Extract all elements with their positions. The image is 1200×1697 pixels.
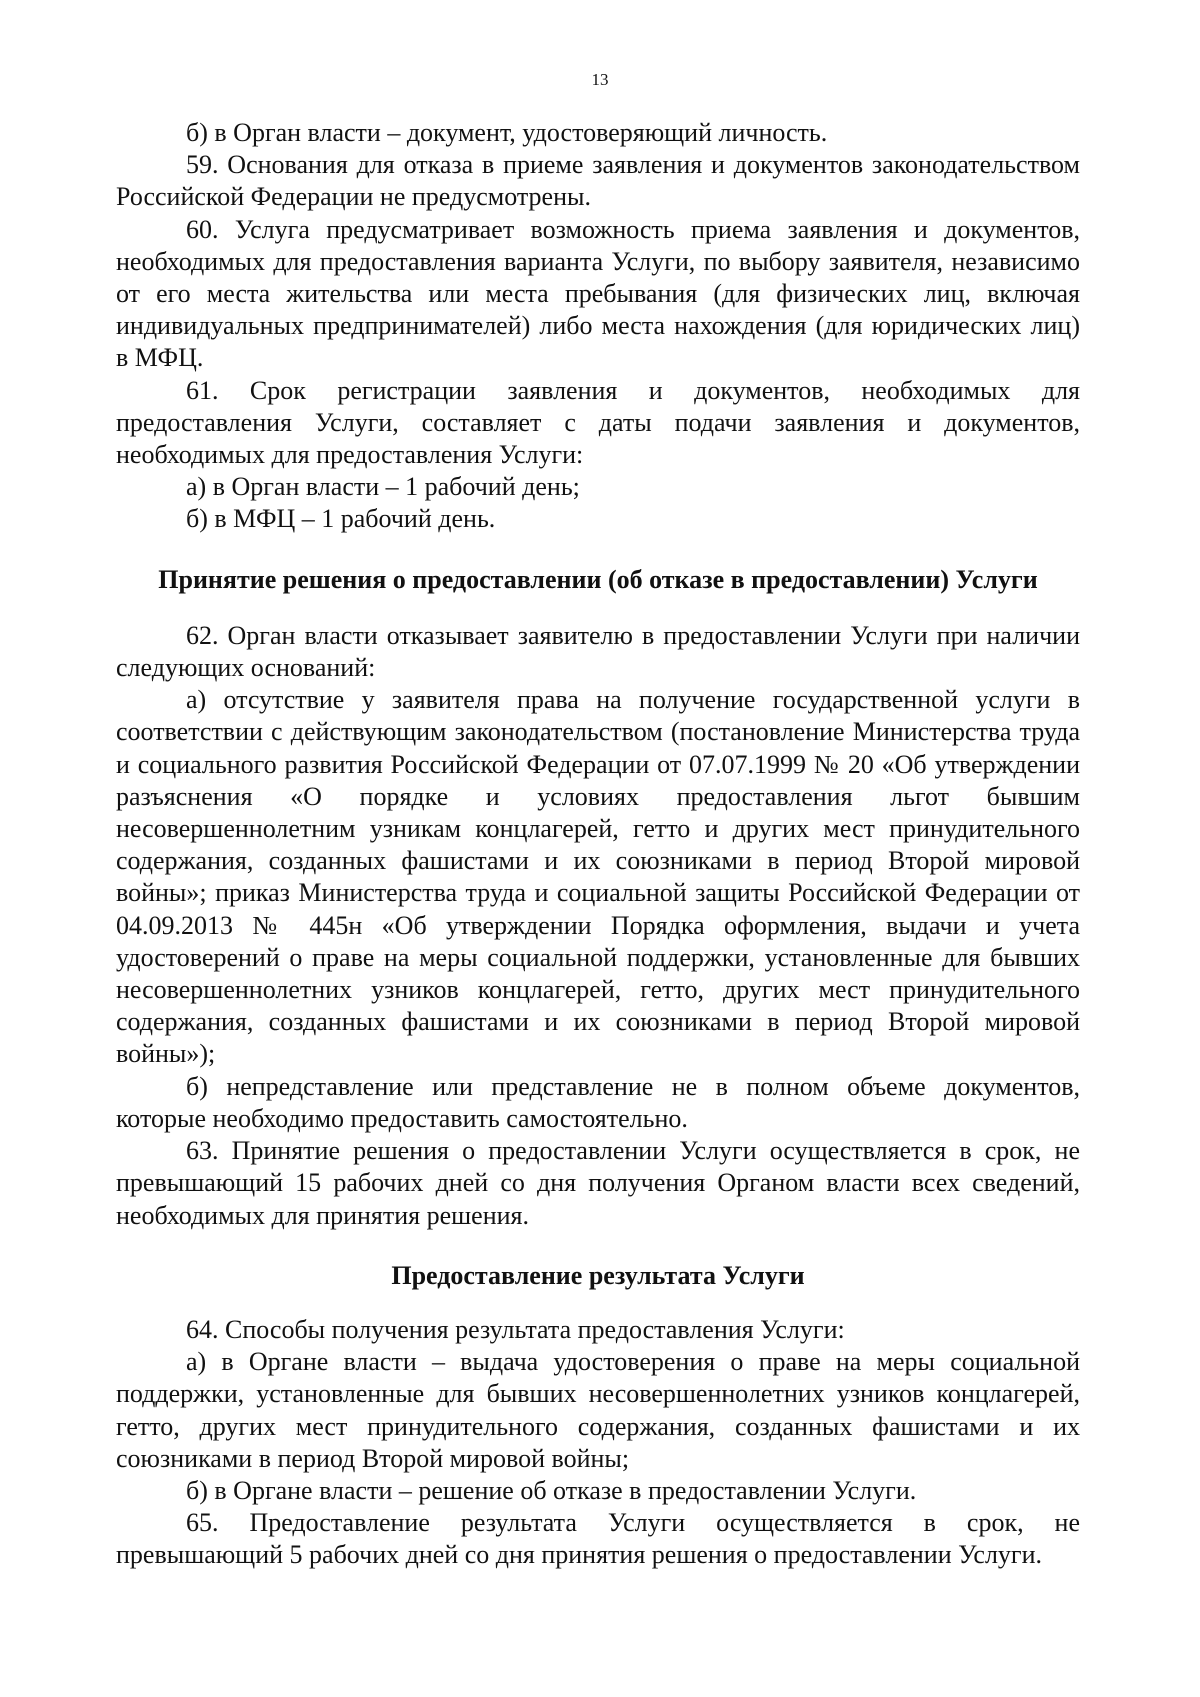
paragraph-58b: б) в Орган власти – документ, удостоверяющий личность. xyxy=(186,118,828,147)
section-heading-result: Предоставление результата Услуги xyxy=(391,1260,805,1290)
section-heading-decision: Принятие решения о предоставлении (об отказе в предоставлении) Услуги xyxy=(158,564,1038,594)
paragraph-60: 60. Услуга предусматривает возможность приема заявления и документов, необходимых для предоставления варианта Услуги, по выбору заявителя, независимо от его места жительства или места пребывания (для физических лиц, включая индивидуальных предпринимателей) либо места нахождения (для юридических лиц) в МФЦ. xyxy=(116,214,1080,373)
paragraph-62b: б) непредставление или представление не в полном объеме документов, которые необходимо предоставить самостоятельно. xyxy=(116,1071,1080,1133)
paragraph-64: 64. Способы получения результата предоставления Услуги: xyxy=(186,1314,845,1344)
document-body xyxy=(116,117,1080,1572)
paragraph-61b: б) в МФЦ – 1 рабочий день. xyxy=(186,504,496,534)
paragraph-63: 63. Принятие решения о предоставлении Услуги осуществляется в срок, не превышающий 15 рабочих дней со дня получения Органом власти всех сведений, необходимых для принятия решения. xyxy=(116,1136,1080,1230)
paragraph-62a: а) отсутствие у заявителя права на получение государственной услуги в соответствии с действующим законодательством (постановление Министерства труда и социального развития Российской Федерации от 07.07.1999 № 20 «Об утверждении разъяснения «О порядке и условиях предоставления льгот бывшим несовершеннолетним узникам концлагерей, гетто и других мест принудительного содержания, созданных фашистами и их союзниками в период Второй мировой войны»; приказ Министерства труда и социальной защиты Российской Федерации от 04.09.2013 № 445н «Об утверждении Порядка оформления, выдачи и учета удостоверений о праве на меры социальной поддержки, установленные для бывших несовершеннолетних узников концлагерей, гетто, других мест принудительного содержания, созданных фашистами и их союзниками в период Второй мировой войны»); xyxy=(116,685,1080,1069)
paragraph-61a: а) в Орган власти – 1 рабочий день; xyxy=(186,472,580,502)
paragraph-61: 61. Срок регистрации заявления и документов, необходимых для предоставления Услуги, составляет с даты подачи заявления и документов, необходимых для предоставления Услуги: xyxy=(116,375,1080,470)
paragraph-59: 59. Основания для отказа в приеме заявления и документов законодательством Российской Федерации не предусмотрены. xyxy=(116,150,1080,212)
paragraph-65: 65. Предоставление результата Услуги осуществляется в срок, не превышающий 5 рабочих дней со дня принятия решения о предоставлении Услуги. xyxy=(116,1508,1080,1570)
paragraph-64b: б) в Органе власти – решение об отказе в предоставлении Услуги. xyxy=(186,1475,917,1505)
paragraph-64a: а) в Органе власти – выдача удостоверения о праве на меры социальной поддержки, установленные для бывших несовершеннолетних узников концлагерей, гетто, других мест принудительного содержания, созданных фашистами и их союзниками в период Второй мировой войны; xyxy=(116,1347,1080,1473)
paragraph-62: 62. Орган власти отказывает заявителю в предоставлении Услуги при наличии следующих оснований: xyxy=(116,620,1080,683)
page-number: 13 xyxy=(591,70,609,89)
